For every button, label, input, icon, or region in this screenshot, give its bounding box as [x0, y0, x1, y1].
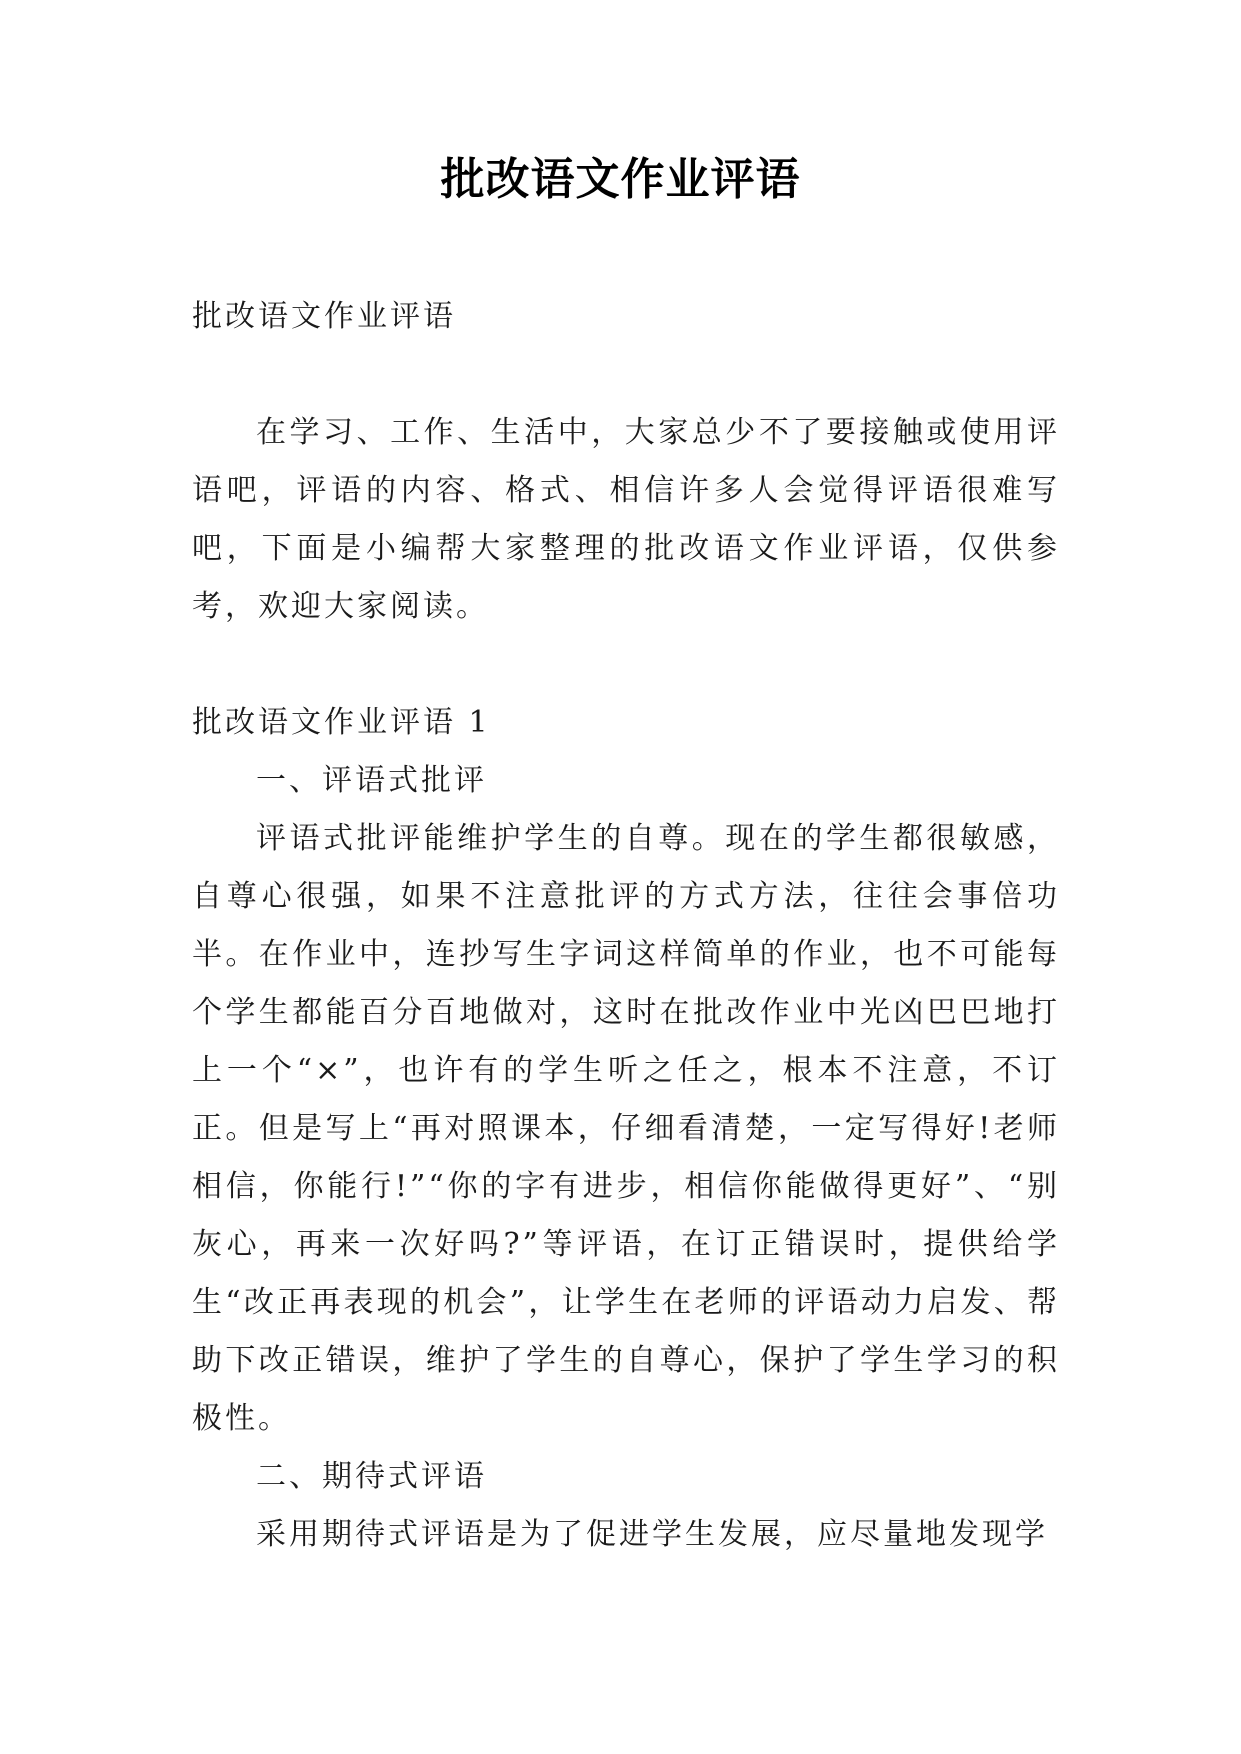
subsection-heading-1: 一、评语式批评 [256, 763, 487, 798]
subsection-paragraph-1: 评语式批评能维护学生的自尊。现在的学生都很敏感，自尊心很强，如果不注意批评的方式方法，往往会事倍功半。在作业中，连抄写生字词这样简单的作业，也不可能每个学生都能百分百地做对，这时在批改作业中光凶巴巴地打上一个“×”，也许有的学生听之任之，根本不注意，不订正。但是写上“再对照课本，仔细看清楚，一定写得好!老师相信，你能行!”“你的字有进步，相信你能做得更好”、“别灰心，再来一次好吗?”等评语，在订正错误时，提供给学生“改正再表现的机会”，让学生在老师的评语动力启发、帮助下改正错误，维护了学生的自尊心，保护了学生学习的积极性。 [192, 821, 1060, 1436]
section-heading: 批改语文作业评语 1 [192, 705, 491, 740]
document-subtitle: 批改语文作业评语 [192, 299, 456, 334]
subsection-heading-2: 二、期待式评语 [256, 1459, 487, 1494]
document-title: 批改语文作业评语 [440, 154, 801, 205]
subsection-paragraph-2: 采用期待式评语是为了促进学生发展，应尽量地发现学 [256, 1517, 1048, 1552]
intro-paragraph: 在学习、工作、生活中，大家总少不了要接触或使用评语吧，评语的内容、格式、相信许多人会觉得评语很难写吧，下面是小编帮大家整理的批改语文作业评语，仅供参考，欢迎大家阅读。 [192, 415, 1060, 624]
